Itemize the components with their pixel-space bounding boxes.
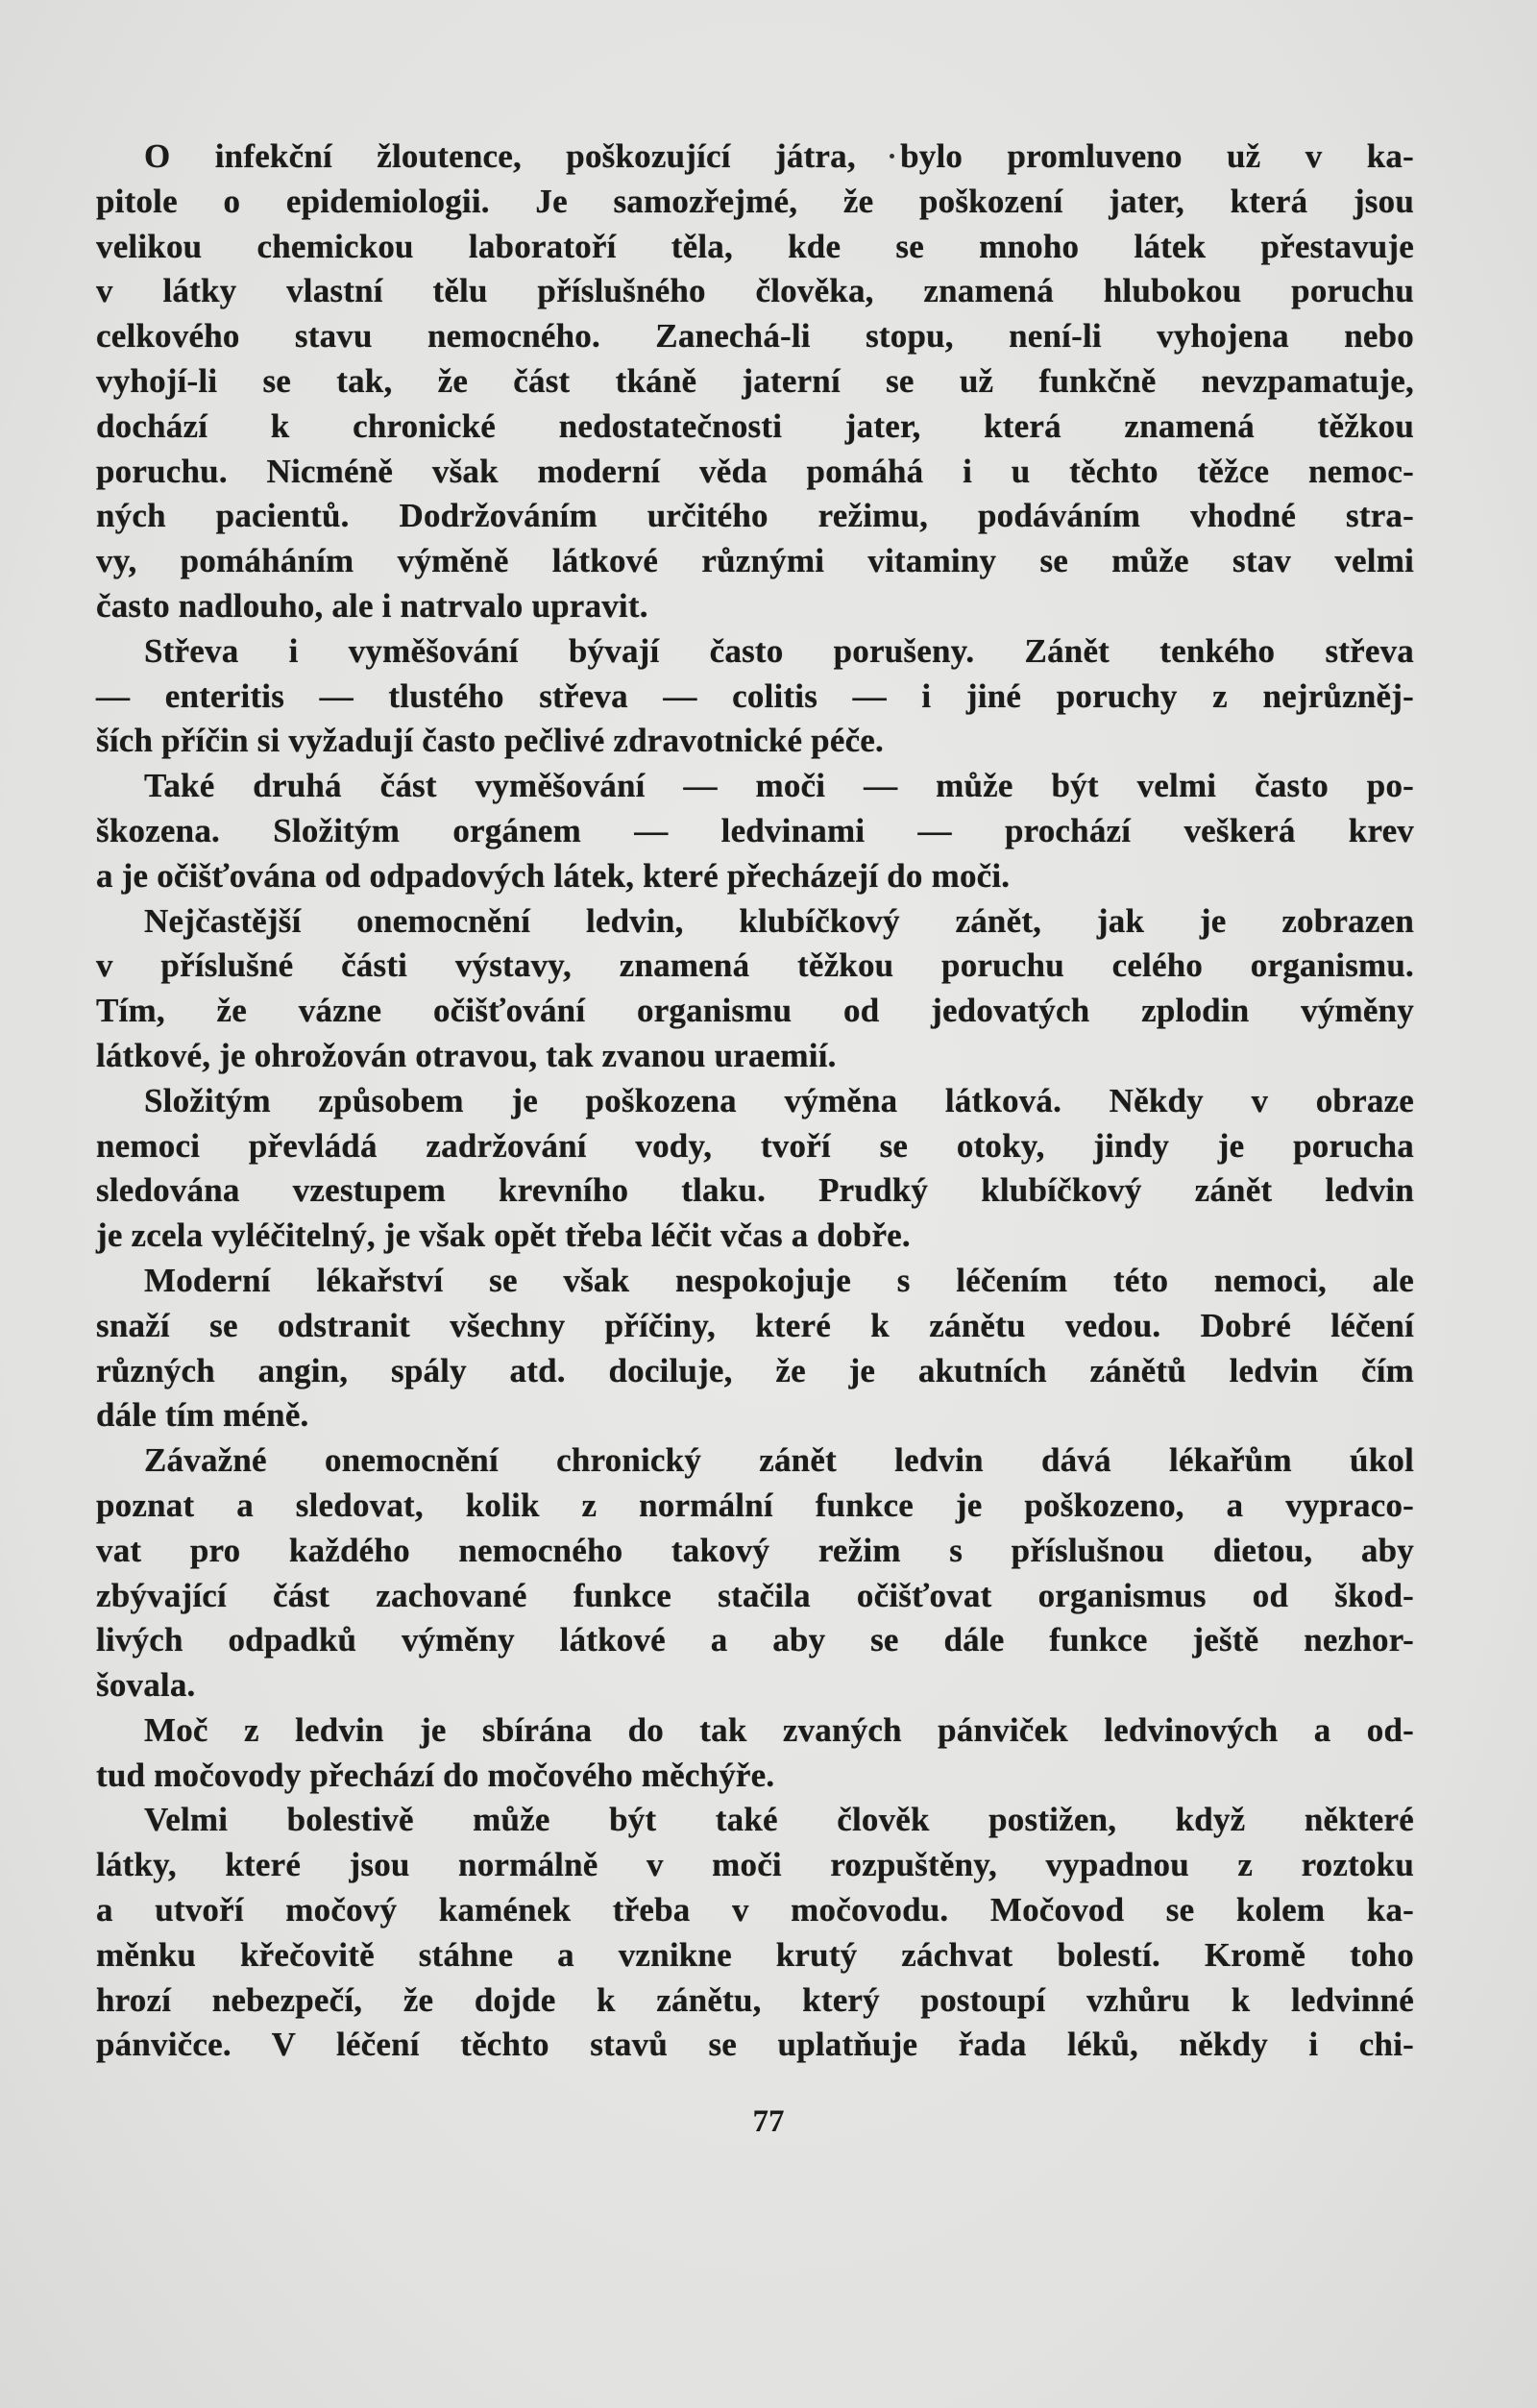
text-line: v příslušné části výstavy, znamená těžkou poruchu celého organismu. (96, 946, 1414, 985)
paragraph-first-line: Také druhá část vyměšování — moči — může být velmi často po- (144, 767, 1414, 805)
page-number: 77 (752, 2104, 785, 2139)
text-line: pánvičce. V léčení těchto stavů se uplatňuje řada léků, někdy i chi- (96, 2026, 1414, 2064)
text-line: poruchu. Nicméně však moderní věda pomáhá i u těchto těžce nemoc- (96, 452, 1414, 490)
text-line: velikou chemickou laboratoří těla, kde se mnoho látek přestavuje (96, 227, 1414, 265)
text-line: vat pro každého nemocného takový režim s příslušnou dietou, aby (96, 1531, 1414, 1569)
text-line: celkového stavu nemocného. Zanechá-li stopu, není-li vyhojena nebo (96, 317, 1414, 356)
text-line: tud močovody přechází do močového měchýře. (96, 1756, 775, 1794)
paragraph-first-line: Střeva i vyměšování bývají často porušeny. Zánět tenkého střeva (144, 631, 1414, 670)
text-line: škozena. Složitým orgánem — ledvinami — prochází veškerá krev (96, 811, 1414, 849)
paragraph-first-line: Moderní lékařství se však nespokojuje s léčením této nemoci, ale (144, 1261, 1414, 1299)
text-line: snaží se odstranit všechny příčiny, které k zánětu vedou. Dobré léčení (96, 1306, 1414, 1344)
text-line: poznat a sledovat, kolik z normální funkce je poškozeno, a vypraco- (96, 1486, 1414, 1524)
text-line: v látky vlastní tělu příslušného člověka, znamená hlubokou poruchu (96, 272, 1414, 310)
text-line: nemoci převládá zadržování vody, tvoří se otoky, jindy je porucha (96, 1126, 1414, 1165)
text-line: ných pacientů. Dodržováním určitého režimu, podáváním vhodné stra- (96, 497, 1414, 535)
text-line: a utvoří močový kamének třeba v močovodu. Močovod se kolem ka- (96, 1891, 1414, 1929)
paragraph-first-line: Moč z ledvin je sbírána do tak zvaných pánviček ledvinových a od- (144, 1710, 1414, 1749)
text-line: dochází k chronické nedostatečnosti jater, která znamená těžkou (96, 406, 1414, 445)
body-text (96, 135, 1414, 2068)
text-line: sledována vzestupem krevního tlaku. Prudký klubíčkový zánět ledvin (96, 1171, 1414, 1210)
text-line: ších příčin si vyžadují často pečlivé zdravotnické péče. (96, 722, 884, 760)
text-line: šovala. (96, 1666, 196, 1705)
text-line: různých angin, spály atd. dociluje, že je akutních zánětů ledvin čím (96, 1351, 1414, 1389)
text-line: zbývající část zachované funkce stačila očišťovat organismus od škod- (96, 1576, 1414, 1614)
text-line: látky, které jsou normálně v moči rozpuštěny, vypadnou z roztoku (96, 1846, 1414, 1884)
paragraph-first-line: O infekční žloutence, poškozující játra, bylo promluveno už v ka- (144, 137, 1414, 175)
text-line: — enteritis — tlustého střeva — colitis — i jiné poruchy z nejrůzněj- (96, 676, 1414, 715)
text-line: a je očišťována od odpadových látek, které přecházejí do moči. (96, 856, 1011, 895)
text-line: měnku křečovitě stáhne a vznikne krutý záchvat bolestí. Kromě toho (96, 1935, 1414, 1974)
text-line: pitole o epidemiologii. Je samozřejmé, že poškození jater, která jsou (96, 182, 1414, 220)
text-line: dále tím méně. (96, 1396, 309, 1435)
text-line: livých odpadků výměny látkové a aby se dále funkce ještě nezhor- (96, 1621, 1414, 1659)
paragraph-first-line: Velmi bolestivě může být také člověk postižen, když některé (144, 1801, 1414, 1839)
paragraph-first-line: Závažné onemocnění chronický zánět ledvin dává lékařům úkol (144, 1441, 1414, 1480)
paragraph-first-line: Nejčastější onemocnění ledvin, klubíčkový zánět, jak je zobrazen (144, 901, 1414, 940)
text-line: hrozí nebezpečí, že dojde k zánětu, který postoupí vzhůru k ledvinné (96, 1980, 1414, 2019)
text-line: Tím, že vázne očišťování organismu od jedovatých zplodin výměny (96, 992, 1414, 1030)
text-line: často nadlouho, ale i natrvalo upravit. (96, 586, 648, 625)
text-line: vyhojí-li se tak, že část tkáně jaterní se už funkčně nevzpamatuje, (96, 361, 1414, 400)
text-line: vy, pomáháním výměně látkové různými vitaminy se může stav velmi (96, 542, 1414, 580)
text-line: látkové, je ohrožován otravou, tak zvanou uraemií. (96, 1036, 837, 1074)
paragraph-first-line: Složitým způsobem je poškozena výměna látková. Někdy v obraze (144, 1081, 1414, 1119)
text-line: je zcela vyléčitelný, je však opět třeba léčit včas a dobře. (96, 1216, 911, 1255)
